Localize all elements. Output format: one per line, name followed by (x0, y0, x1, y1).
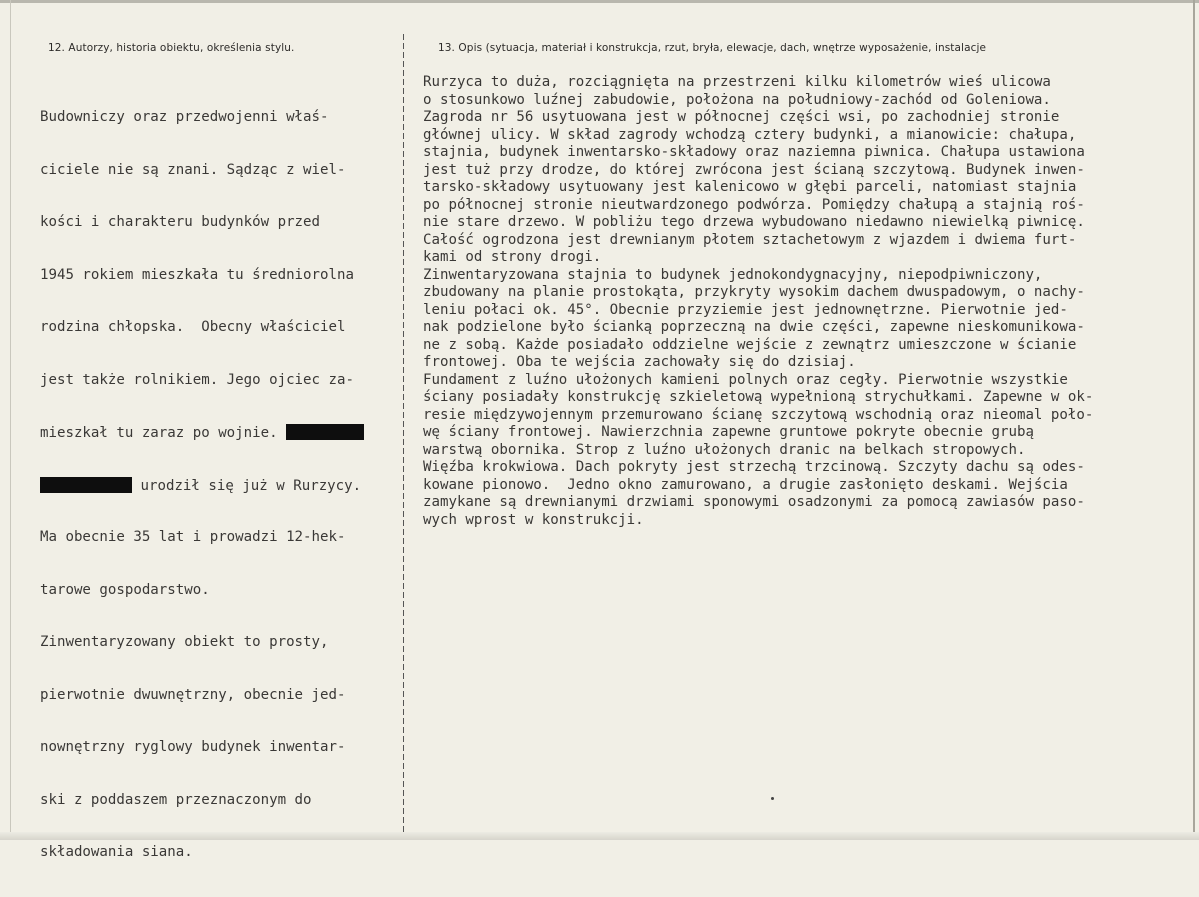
page-right-edge (1193, 0, 1195, 840)
redaction-bar (40, 477, 132, 493)
text-fragment: mieszkał tu zaraz po wojnie. (40, 425, 278, 441)
text-line: leniu połaci ok. 45°. Obecnie przyziemie jest jednownętrzne. Pierwotnie jed- (423, 301, 1068, 318)
text-line: 1945 rokiem mieszkała tu średniorolna (40, 266, 354, 283)
text-line: frontowej. Oba te wejścia zachowały się do dzisiaj. (423, 354, 856, 370)
text-line: nak podzielone było ścianką poprzeczną na dwie części, zapewne nieskomunikowa- (423, 319, 1085, 335)
text-line: wę ściany frontowej. Nawierzchnia zapewne gruntowe pokryte obecnie grubą (423, 424, 1034, 440)
text-line: ne z sobą. Każde posiadało oddzielne wejście z zewnątrz umieszczone w ścianie (423, 336, 1077, 353)
text-line: zbudowany na planie prostokąta, przykryty wysokim dachem dwuspadowym, o nachy- (423, 284, 1085, 300)
text-line: tarsko-składowy usytuowany jest kalenicowo w głębi parceli, natomiast stajnia (423, 179, 1077, 195)
text-line: rodzina chłopska. Obecny właściciel (40, 319, 346, 335)
text-line: pierwotnie dwuwnętrzny, obecnie jed- (40, 686, 346, 703)
text-line: Zinwentaryzowana stajnia to budynek jednokondygnacyjny, niepodpiwniczony, (423, 266, 1043, 283)
text-line: jest także rolnikiem. Jego ojciec za- (40, 371, 354, 388)
text-line: ciciele nie są znani. Sądząc z wiel- (40, 161, 346, 178)
text-line: kami od strony drogi. (423, 249, 602, 265)
page-top-edge (0, 0, 1199, 3)
text-line: Zinwentaryzowany obiekt to prosty, (40, 634, 329, 650)
section-13-text (423, 74, 1093, 529)
text-fragment: urodził się już w Rurzycy. (140, 477, 362, 494)
text-line: o stosunkowo luźnej zabudowie, położona na południowy-zachód od Goleniowa. (423, 91, 1051, 108)
text-line: kowane pionowo. Jedno okno zamurowano, a drugie zasłonięto deskami. Wejścia (423, 476, 1068, 493)
text-line: stajnia, budynek inwentarsko-składowy oraz naziemna piwnica. Chałupa ustawiona (423, 144, 1085, 160)
redaction-bar (286, 424, 364, 440)
paper-speck (771, 797, 774, 800)
section-13-header: 13. Opis (sytuacja, materiał i konstrukcja, rzut, bryła, elewacje, dach, wnętrze wyposażenie, instalacje (438, 42, 987, 54)
section-12-text (40, 74, 364, 897)
text-line: po północnej stronie nieutwardzonego podwórza. Pomiędzy chałupą a stajnią roś- (423, 196, 1085, 213)
text-line: Więźba krokwiowa. Dach pokryty jest strzechą trzcinową. Szczyty dachu są odes- (423, 459, 1085, 475)
text-line: warstwą obornika. Strop z luźno ułożonych dranic na belkach stropowych. (423, 441, 1026, 458)
column-divider (403, 34, 404, 832)
text-line: nownętrzny ryglowy budynek inwentar- (40, 739, 346, 755)
text-line: Fundament z luźno ułożonych kamieni polnych oraz cegły. Pierwotnie wszystkie (423, 371, 1068, 388)
text-line: tarowe gospodarstwo. (40, 581, 210, 598)
text-line: Ma obecnie 35 lat i prowadzi 12-hek- (40, 529, 346, 545)
text-line: Całość ogrodzona jest drewnianym płotem sztachetowym z wjazdem i dwiema furt- (423, 231, 1077, 248)
text-line: ski z poddaszem przeznaczonym do (40, 791, 312, 808)
text-line: składowania siana. (40, 844, 193, 860)
text-line: Zagroda nr 56 usytuowana jest w północnej części wsi, po zachodniej stronie (423, 109, 1060, 125)
text-line: Budowniczy oraz przedwojenni właś- (40, 109, 329, 125)
text-line: jest tuż przy drodze, do której zwrócona jest ścianą szczytową. Budynek inwen- (423, 161, 1085, 178)
section-12-header: 12. Autorzy, historia obiektu, określenia stylu. (48, 42, 295, 54)
text-line: zamykane są drewnianymi drzwiami sponowymi osadzonymi za pomocą zawiasów paso- (423, 494, 1085, 510)
text-line: Rurzyca to duża, rozciągnięta na przestrzeni kilku kilometrów wieś ulicowa (423, 74, 1051, 90)
text-line: nie stare drzewo. W pobliżu tego drzewa wybudowano niedawno niewielką piwnicę. (423, 214, 1085, 230)
text-line-with-redaction (40, 424, 364, 442)
page-left-edge (10, 0, 11, 840)
text-line: kości i charakteru budynków przed (40, 214, 321, 230)
text-line: resie międzywojennym przemurowano ścianę szczytową wschodnią oraz nieomal poło- (423, 406, 1094, 423)
text-line: głównej ulicy. W skład zagrody wchodzą cztery budynki, a mianowicie: chałupa, (423, 126, 1077, 143)
text-line: ściany posiadały konstrukcję szkieletową wypełnioną strychułkami. Zapewne w ok- (423, 389, 1094, 405)
text-line-with-redaction (40, 477, 364, 495)
text-line: wych wprost w konstrukcji. (423, 511, 644, 528)
